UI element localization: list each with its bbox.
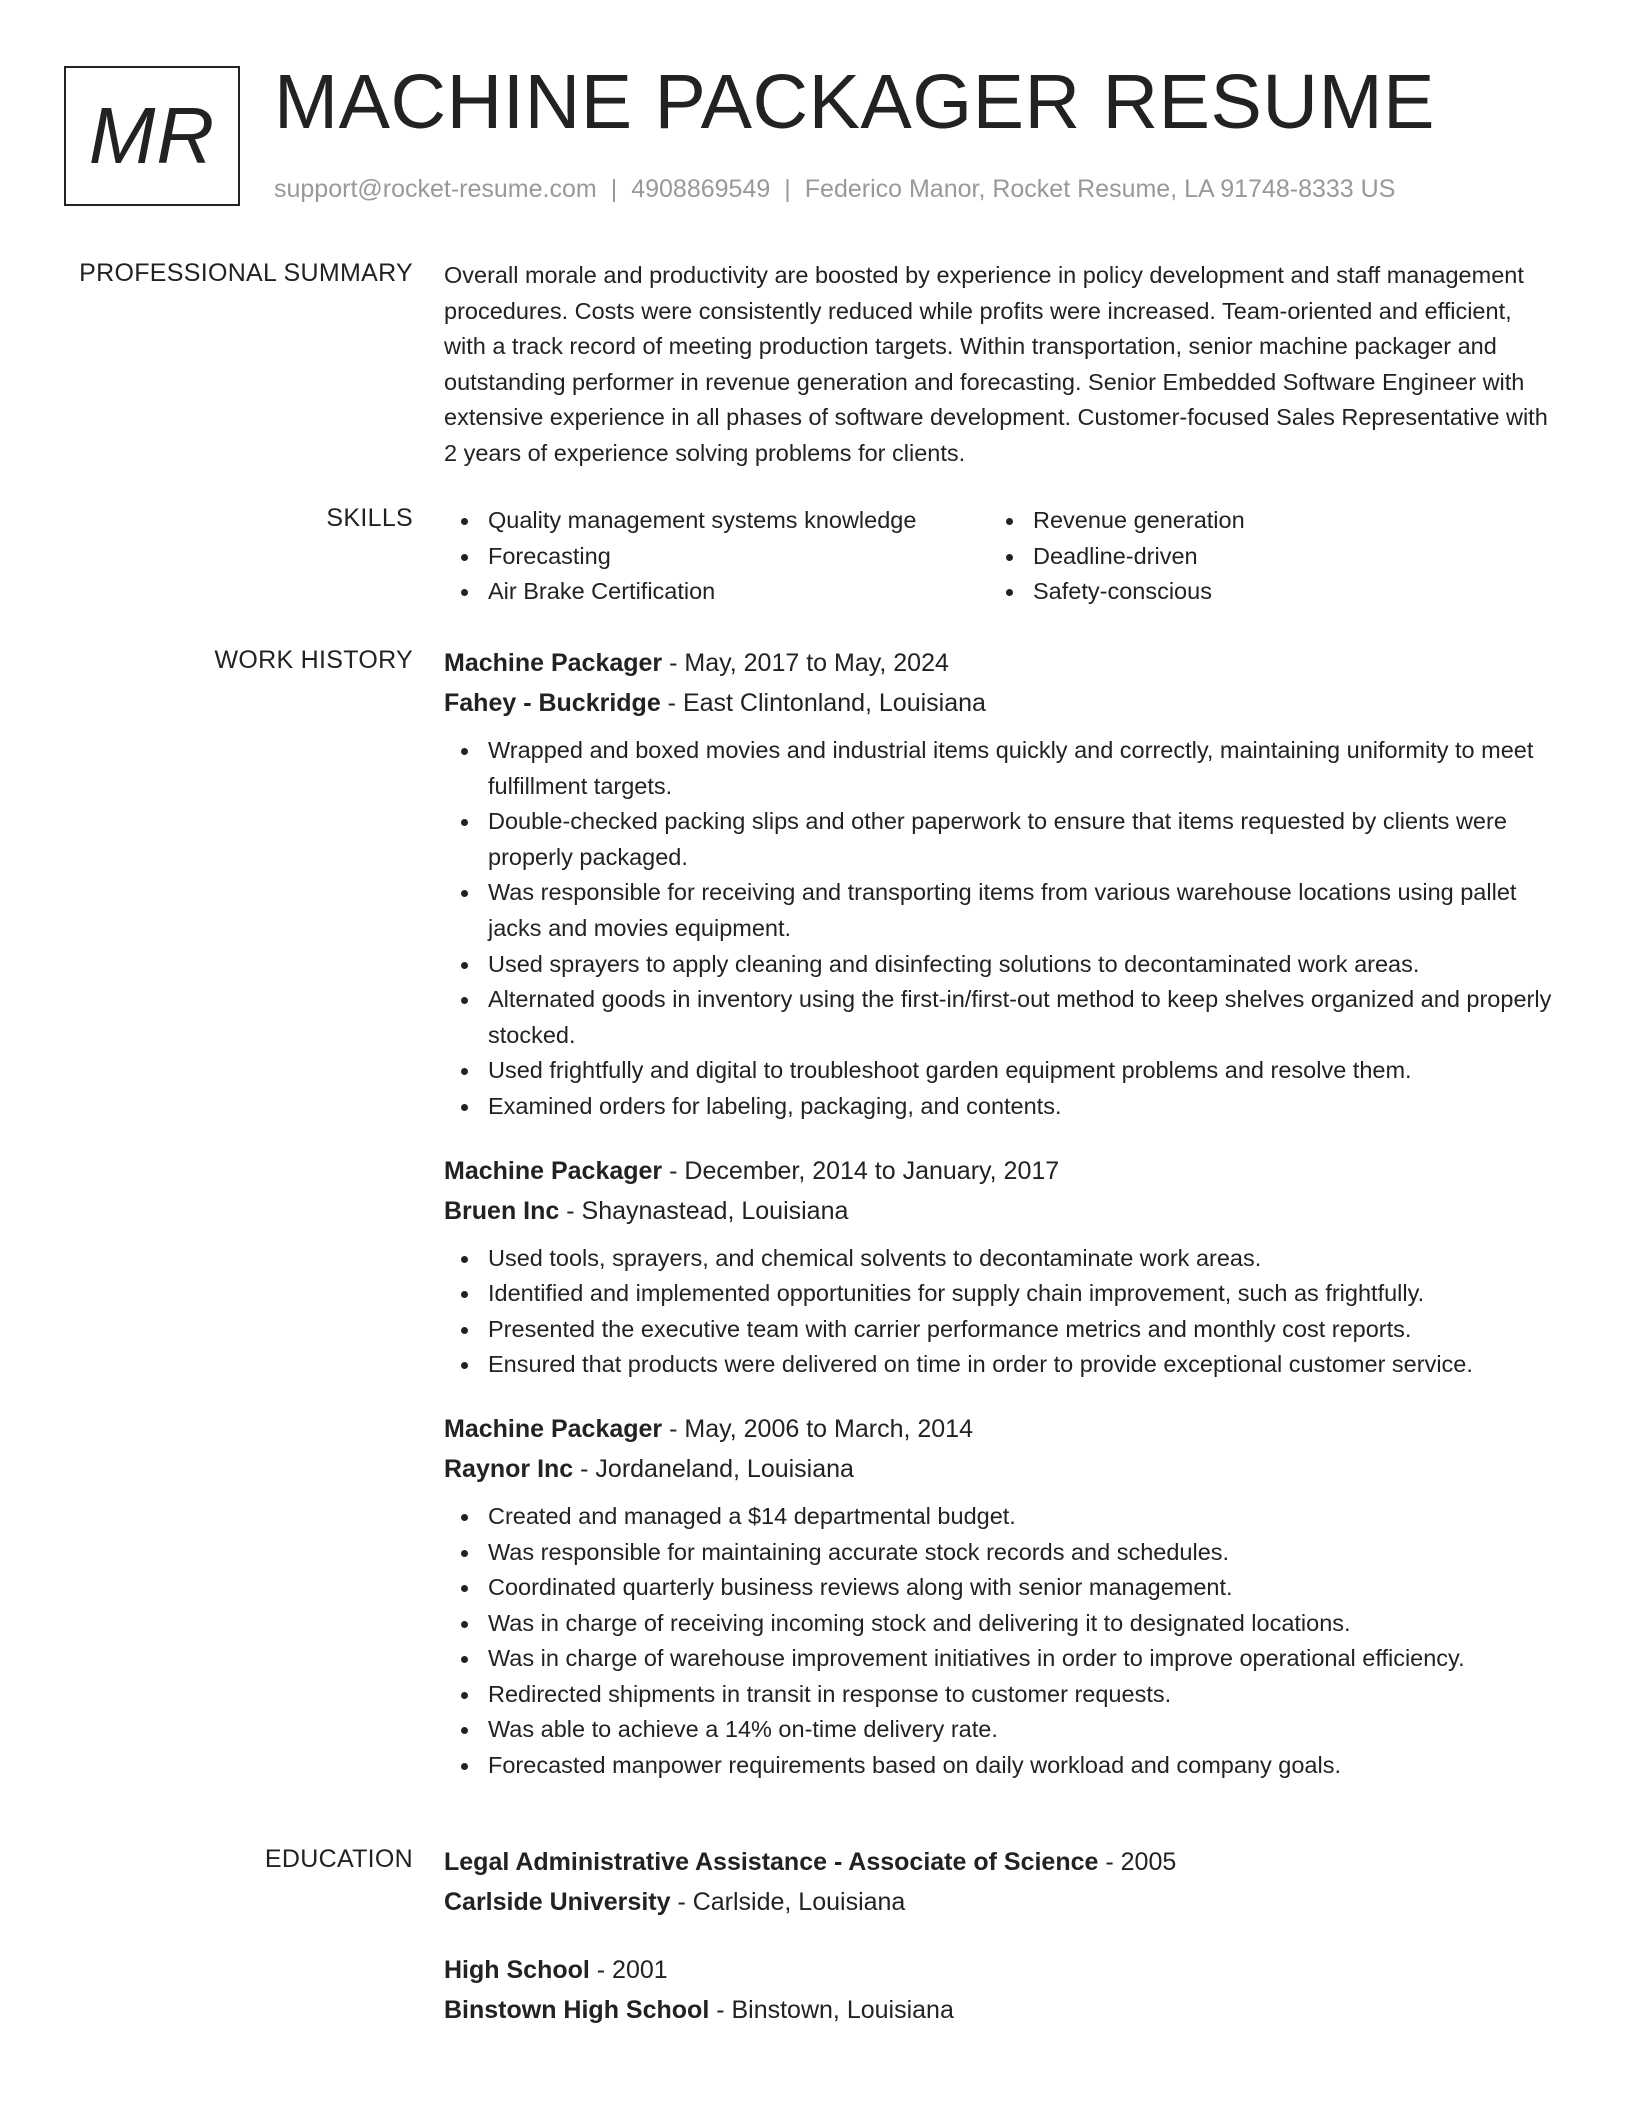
job-company-line [444,1191,1556,1231]
job-company: Fahey - Buckridge [444,689,661,717]
job-company-line [444,683,1556,723]
education-year: - 2005 [1098,1848,1177,1876]
education-school-line [444,1882,1556,1922]
job-entry [444,1151,1556,1383]
education-location: - Binstown, Louisiana [709,1996,954,2024]
skills-column-right [989,503,1509,610]
skill-item: Forecasting [444,539,989,575]
job-title-line [444,1409,1556,1449]
section-title-work-history: WORK HISTORY [214,646,413,674]
job-bullet: Was responsible for receiving and transporting items from various warehouse locations using pallet jacks and movies equipment. [444,875,1556,946]
job-title-line [444,1151,1556,1191]
skill-item: Safety-conscious [989,574,1509,610]
section-title-education: EDUCATION [264,1845,413,1873]
job-bullet: Redirected shipments in transit in response to customer requests. [444,1677,1556,1713]
section-title-summary: PROFESSIONAL SUMMARY [79,259,413,287]
job-bullet: Was responsible for maintaining accurate stock records and schedules. [444,1535,1556,1571]
education-location: - Carlside, Louisiana [670,1888,906,1916]
skill-item: Air Brake Certification [444,574,989,610]
job-dates: - May, 2017 to May, 2024 [662,649,949,677]
skills-grid [444,503,1556,610]
contact-separator: | [784,175,791,203]
job-bullet: Presented the executive team with carrier performance metrics and monthly cost reports. [444,1312,1556,1348]
job-bullet: Created and managed a $14 departmental budget. [444,1499,1556,1535]
job-dates: - December, 2014 to January, 2017 [662,1156,1060,1185]
job-bullet: Used tools, sprayers, and chemical solvents to decontaminate work areas. [444,1241,1556,1277]
contact-line [274,174,1395,204]
work-history-body [444,643,1556,1784]
job-role: Machine Packager [444,649,663,677]
education-entry [444,1950,1556,2030]
resume-title: MACHINE PACKAGER RESUME [274,59,1435,145]
contact-address: Federico Manor, Rocket Resume, LA 91748-8333 US [804,175,1396,203]
resume-header [0,0,1632,230]
skills-body [444,503,1556,610]
job-bullet: Used sprayers to apply cleaning and disinfecting solutions to decontaminated work areas. [444,947,1556,983]
job-bullet: Was in charge of warehouse improvement initiatives in order to improve operational efficiency. [444,1641,1556,1677]
skill-item: Revenue generation [989,503,1509,539]
education-body [444,1842,1556,2030]
job-location: - Jordaneland, Louisiana [573,1454,854,1483]
education-degree-line [444,1950,1556,1990]
job-bullet: Used frightfully and digital to troubleshoot garden equipment problems and resolve them. [444,1053,1556,1089]
job-entry [444,643,1556,1125]
education-degree: High School [444,1956,590,1984]
job-bullet: Was able to achieve a 14% on-time delivery rate. [444,1712,1556,1748]
job-bullet-list [444,733,1556,1125]
contact-separator: | [610,175,618,203]
job-bullet: Coordinated quarterly business reviews along with senior management. [444,1570,1556,1606]
job-bullet: Examined orders for labeling, packaging, and contents. [444,1089,1556,1125]
skill-item: Quality management systems knowledge [444,503,989,539]
job-bullet: Was in charge of receiving incoming stock and delivering it to designated locations. [444,1606,1556,1642]
education-degree-line [444,1842,1556,1882]
education-school-line [444,1990,1556,2030]
section-title-skills: SKILLS [326,504,413,532]
job-bullet: Identified and implemented opportunities for supply chain improvement, such as frightfully. [444,1276,1556,1312]
skill-item: Deadline-driven [989,539,1509,575]
job-role: Machine Packager [444,1414,663,1443]
job-company: Raynor Inc [444,1454,574,1483]
job-location: - East Clintonland, Louisiana [660,689,986,717]
job-company: Bruen Inc [444,1196,560,1225]
skills-column-left [444,503,989,610]
job-bullet-list [444,1499,1556,1784]
education-school: Carlside University [444,1888,671,1916]
job-location: - Shaynastead, Louisiana [559,1196,849,1225]
education-degree: Legal Administrative Assistance - Associate of Science [444,1848,1099,1876]
education-school: Binstown High School [444,1996,710,2024]
job-bullet: Double-checked packing slips and other paperwork to ensure that items requested by clients were properly packaged. [444,804,1556,875]
job-company-line [444,1449,1556,1489]
education-year: - 2001 [589,1956,668,1984]
job-bullet: Alternated goods in inventory using the first-in/first-out method to keep shelves organized and properly stocked. [444,982,1556,1053]
monogram-logo: MR [64,66,240,206]
job-dates: - May, 2006 to March, 2014 [662,1414,973,1443]
job-bullet: Ensured that products were delivered on time in order to provide exceptional customer service. [444,1347,1556,1383]
job-bullet: Wrapped and boxed movies and industrial items quickly and correctly, maintaining uniformity to meet fulfillment targets. [444,733,1556,804]
job-bullet: Forecasted manpower requirements based on daily workload and company goals. [444,1748,1556,1784]
summary-text: Overall morale and productivity are boosted by experience in policy development and staff management procedures. Costs were consistently reduced while profits were increased. Team-oriented and efficient, with a track record of meeting production targets. Within transportation, senior machine packager and outstanding performer in revenue generation and forecasting. Senior Embedded Software Engineer with extensive experience in all phases of software development. Customer-focused Sales Representative with 2 years of experience solving problems for clients. [444,262,1548,466]
summary-body [444,258,1556,472]
education-entry [444,1842,1556,1922]
job-role: Machine Packager [444,1156,663,1185]
contact-phone[interactable]: 4908869549 [631,175,771,203]
job-title-line [444,643,1556,683]
contact-email[interactable]: support@rocket-resume.com [274,175,597,203]
job-entry [444,1409,1556,1784]
job-bullet-list [444,1241,1556,1383]
